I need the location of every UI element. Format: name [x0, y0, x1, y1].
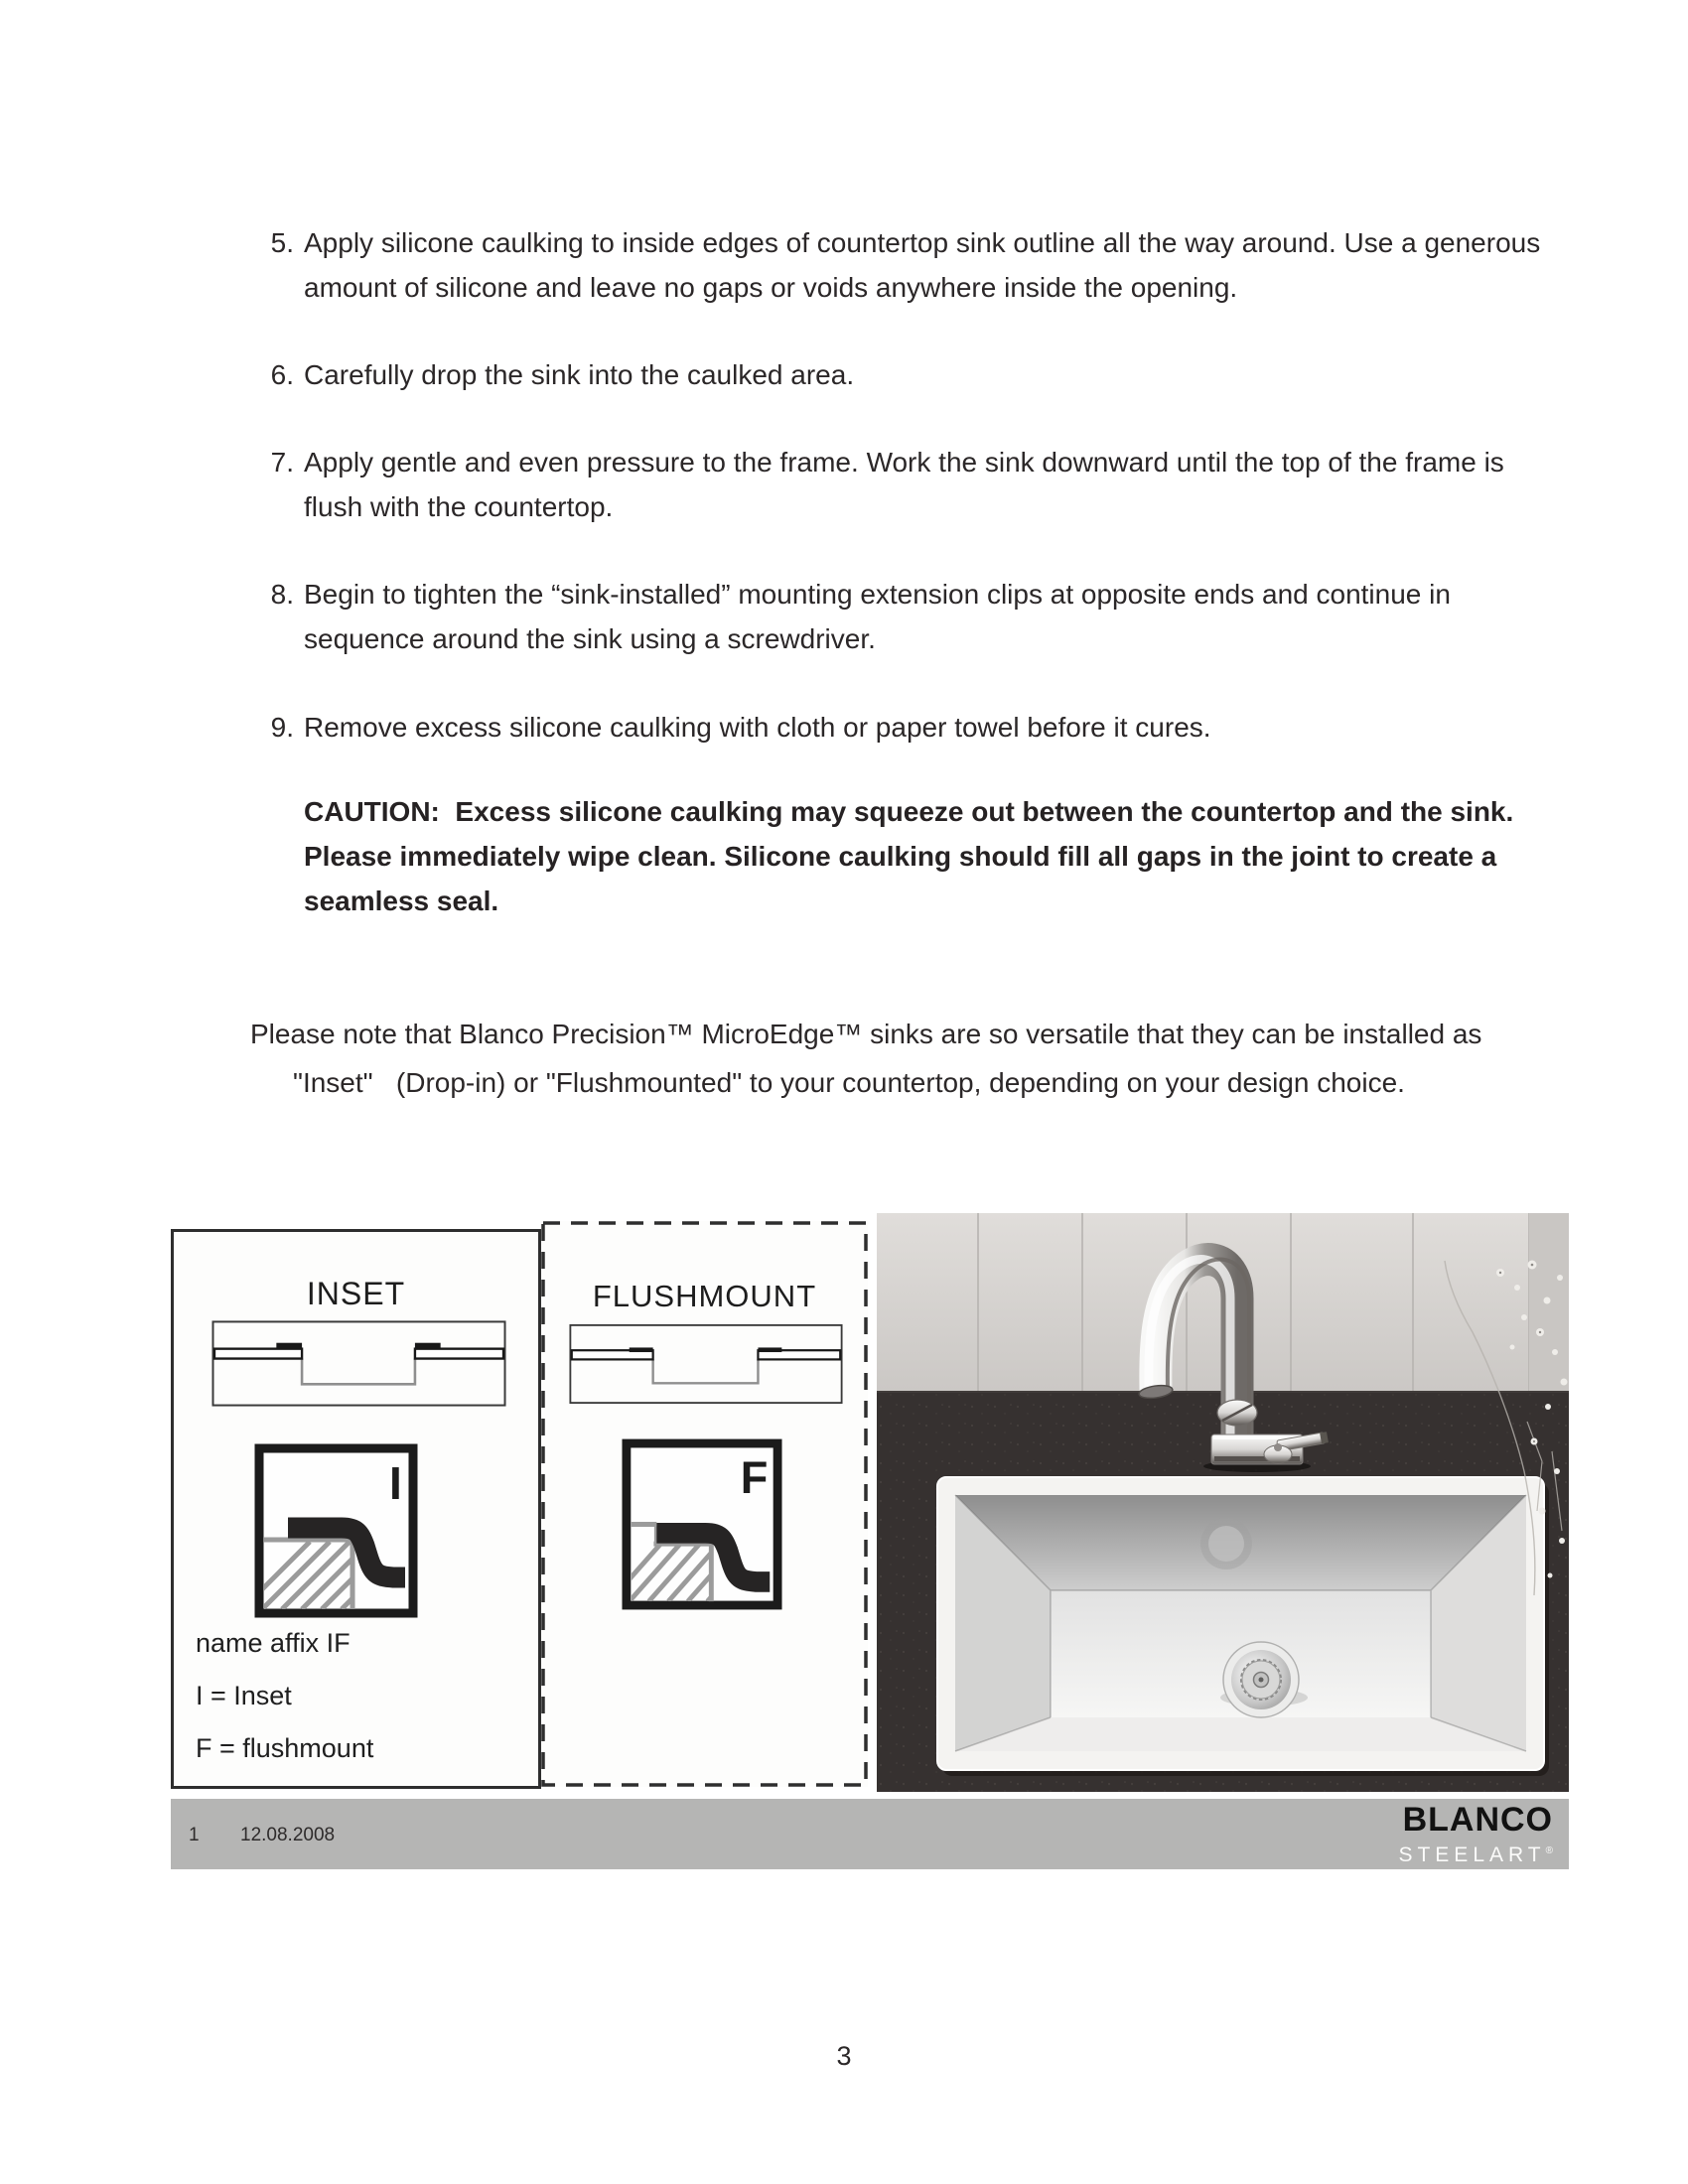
mounting-letter: I	[389, 1457, 402, 1509]
note-line-1: Please note that Blanco Precision™ MicroEdge™ sinks are so versatile that they can be installed as	[250, 1019, 1482, 1049]
legend-line-3: F = flushmount	[196, 1733, 374, 1763]
flushmount-cross-section-diagram	[569, 1320, 843, 1408]
item-text: Apply gentle and even pressure to the frame. Work the sink downward until the top of the frame is flush with the countertop.	[304, 447, 1504, 522]
item-number: 8.	[270, 579, 294, 610]
page-number: 3	[836, 2041, 852, 2071]
sink-basin	[937, 1477, 1549, 1776]
item-number: 5.	[270, 227, 294, 258]
item-number: 6.	[270, 359, 294, 390]
item-text: Begin to tighten the “sink-installed” mounting extension clips at opposite ends and continue in sequence around the sink using a screwdriver.	[304, 579, 1451, 654]
item-text: Carefully drop the sink into the caulked area.	[304, 359, 855, 390]
sink-rim-clip-left	[276, 1343, 302, 1349]
brand-block	[1398, 1802, 1553, 1867]
item-text: Remove excess silicone caulking with cloth or paper towel before it cures.	[304, 712, 1211, 743]
list-item-6	[248, 352, 1547, 397]
mounting-letter: F	[740, 1452, 769, 1504]
list-item-5	[248, 220, 1547, 310]
inset-cross-section-diagram	[211, 1319, 506, 1408]
note-line-2: "Inset" (Drop-in) or "Flushmounted" to your countertop, depending on your design choice.	[293, 1067, 1405, 1098]
figure-legend	[196, 1629, 523, 1787]
registered-mark: ®	[1545, 1845, 1553, 1856]
caution-text: CAUTION: Excess silicone caulking may squeeze out between the countertop and the sink. Please immediately wipe clean. Silicone caulking should fill all gaps in the joint to create a seamless seal.	[304, 796, 1529, 916]
revision-number: 1	[189, 1825, 200, 1845]
inset-detail-icon	[254, 1442, 418, 1619]
sink-rim-clip-right	[415, 1343, 441, 1349]
revision-date: 12.08.2008	[240, 1825, 336, 1845]
legend-line-1: name affix IF	[196, 1628, 351, 1658]
list-item-9	[248, 705, 1547, 750]
item-number: 9.	[270, 712, 294, 743]
drain-reflection-icon	[1200, 1518, 1252, 1570]
blanco-logo: BLANCO	[1402, 1801, 1553, 1839]
sink-rim-clip-right	[758, 1347, 781, 1352]
list-item-8	[248, 572, 1547, 661]
item-number: 7.	[270, 447, 294, 478]
list-item-7	[248, 440, 1547, 529]
inset-panel	[171, 1229, 541, 1789]
sink-rim-clip-left	[630, 1347, 653, 1352]
flushmount-panel-title: FLUSHMOUNT	[592, 1279, 817, 1313]
kitchen-sink-illustration	[877, 1213, 1569, 1792]
flushmount-panel	[541, 1221, 868, 1787]
inset-panel-title: INSET	[306, 1276, 406, 1311]
flushmount-detail-icon	[622, 1437, 782, 1611]
sink-photo	[877, 1213, 1569, 1792]
steelart-text: STEELART	[1398, 1843, 1546, 1866]
item-text: Apply silicone caulking to inside edges of countertop sink outline all the way around. Use a generous amount of silicone and leave no gaps or voids anywhere inside the opening.	[304, 227, 1541, 303]
legend-line-2: I = Inset	[196, 1681, 292, 1710]
figure-footer-bar	[171, 1799, 1569, 1869]
steelart-logo	[1398, 1840, 1553, 1867]
